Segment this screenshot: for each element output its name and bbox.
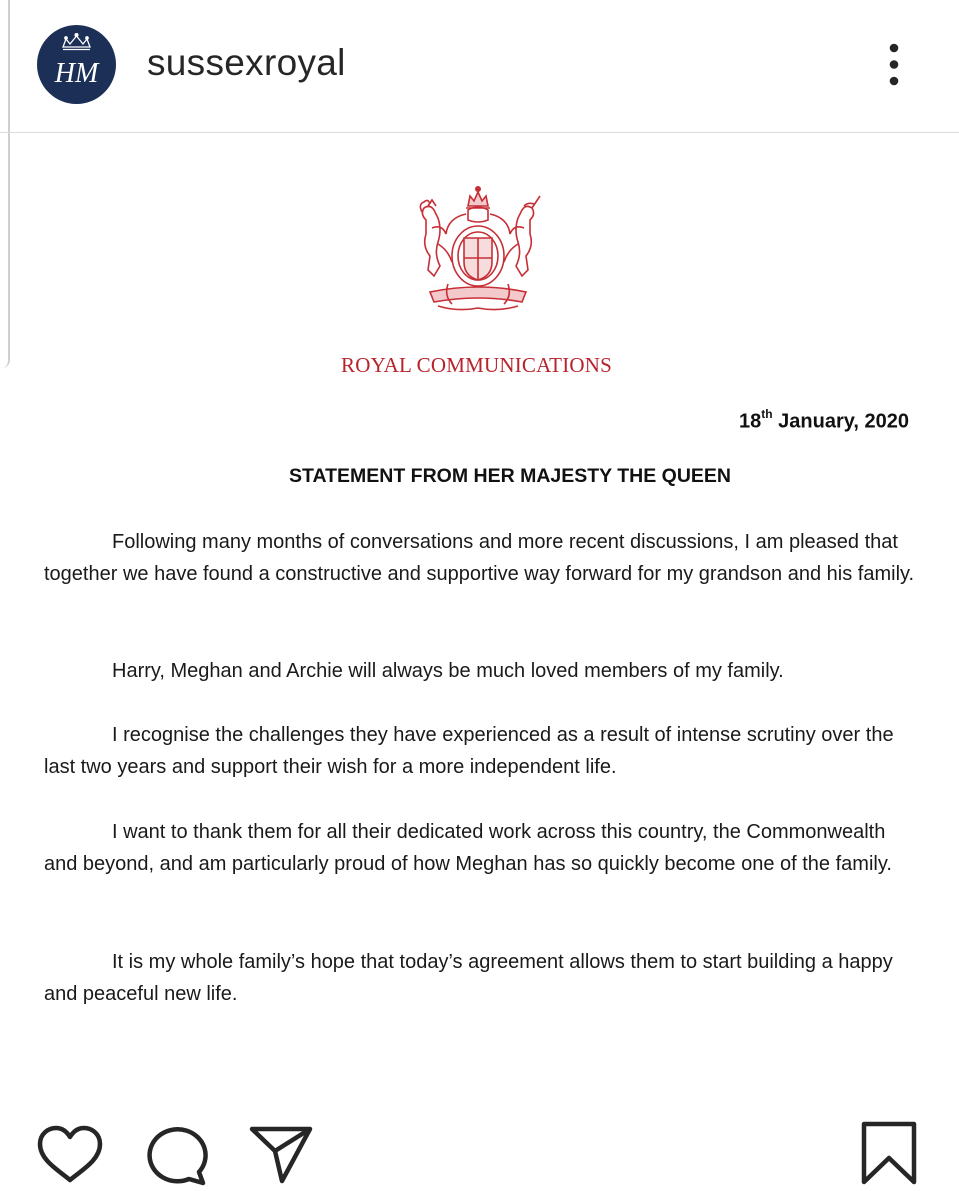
- paragraph-3: I recognise the challenges they have experienced as a result of intense scrutiny over the last two years and support their wish for a more independent life.: [44, 724, 894, 778]
- heart-icon: [36, 1124, 104, 1186]
- bookmark-icon: [860, 1120, 918, 1186]
- paragraph-2: Harry, Meghan and Archie will always be much loved members of my family.: [112, 660, 784, 682]
- date-rest: January, 2020: [778, 410, 909, 433]
- statement-title: STATEMENT FROM HER MAJESTY THE QUEEN: [288, 465, 732, 487]
- paragraph-5: It is my whole family’s hope that today’s agreement allows them to start building a happy and peaceful new life.: [44, 951, 893, 1005]
- organization-text: ROYAL COMMUNICATIONS: [341, 353, 612, 377]
- post-header: [0, 0, 959, 133]
- hm-monogram-crown-icon: [37, 25, 116, 104]
- date-day: 18: [739, 410, 762, 433]
- statement-date: [739, 409, 909, 434]
- royal-coat-of-arms-icon: [408, 184, 548, 318]
- avatar-monogram: HM: [54, 58, 99, 89]
- save-button[interactable]: [860, 1120, 918, 1191]
- username[interactable]: sussexroyal: [147, 42, 346, 83]
- share-button[interactable]: [248, 1125, 314, 1190]
- more-options-button[interactable]: [880, 40, 908, 90]
- paragraph-1: Following many months of conversations and more recent discussions, I am pleased that together we have found a constructive and supportive way forward for my grandson and his family.: [44, 531, 915, 585]
- send-icon: [248, 1125, 314, 1185]
- more-vertical-icon: [880, 40, 908, 90]
- organization-heading: [0, 353, 959, 378]
- paragraph-4: I want to thank them for all their dedicated work across this country, the Commonwealth and beyond, and am particularly proud of how Meghan has so quickly become one of the family.: [44, 821, 892, 875]
- avatar[interactable]: [37, 25, 116, 104]
- comment-button[interactable]: [143, 1124, 209, 1191]
- comment-icon: [143, 1124, 209, 1186]
- date-suffix: th: [761, 407, 773, 421]
- like-button[interactable]: [36, 1124, 104, 1191]
